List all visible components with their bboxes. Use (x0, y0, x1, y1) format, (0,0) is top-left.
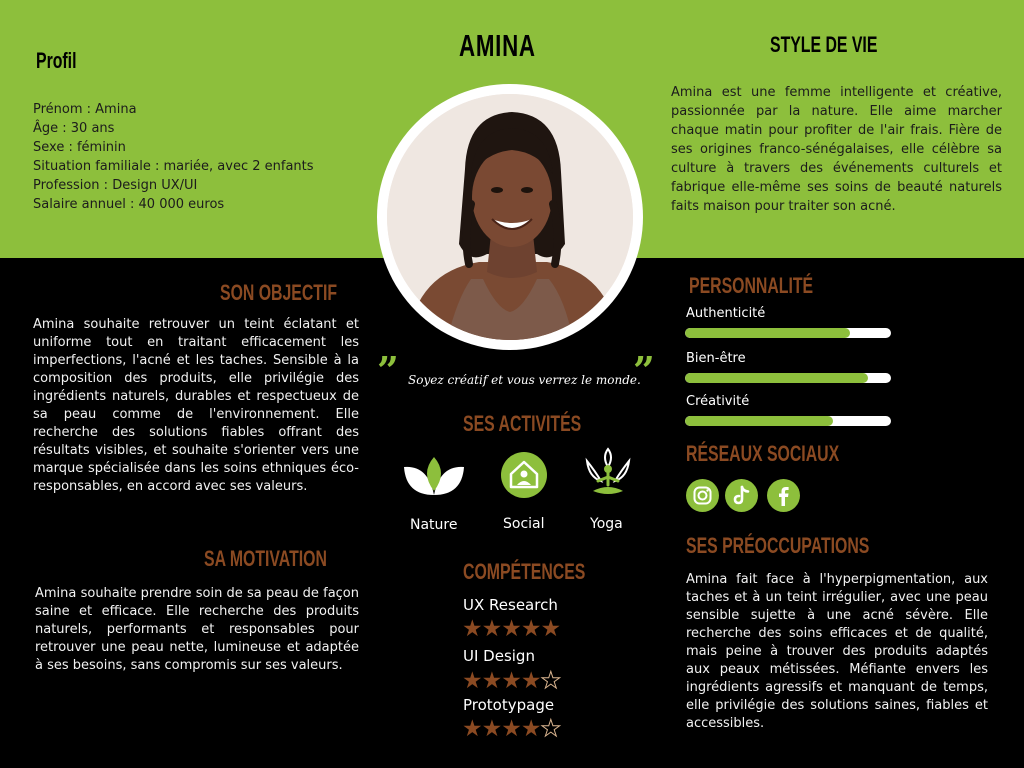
profile-photo-frame (377, 84, 643, 350)
activities-heading: SES ACTIVITÉS (463, 411, 582, 436)
activity-label: Nature (410, 517, 458, 533)
star-filled-icon: ★ (462, 616, 482, 642)
star-filled-icon: ★ (520, 668, 541, 694)
star-filled-icon: ★ (481, 716, 502, 742)
star-filled-icon: ★ (501, 616, 521, 642)
trait-bar (685, 416, 891, 426)
star-filled-icon: ★ (520, 716, 541, 742)
trait-bar (685, 373, 891, 383)
personality-heading: PERSONNALITÉ (689, 273, 814, 298)
lifestyle-text: Amina est une femme intelligente et créative, passionnée par la nature. Elle aime marcher chaque matin pour profiter de l'air frais. Fière de ses origines franco-sénégalaises, elle célèbre sa culture à travers des événements culturels et fabrique elle-même ses soins de beauté naturels faits maison pour traiter son acné. (671, 85, 1002, 214)
star-filled-icon: ★ (501, 668, 521, 694)
star-filled-icon: ★ (540, 616, 561, 642)
trait-bar-fill (685, 328, 850, 338)
star-empty-icon: ★ (540, 668, 561, 694)
profile-line: Prénom : Amina (33, 102, 137, 117)
motivation-text: Amina souhaite prendre soin de sa peau de façon saine et efficace. Elle recherche des produits naturels, performants et responsables pour retrouver une peau nette, lumineuse et adaptée à ses besoins, sans compromis sur ses valeurs. (35, 586, 359, 673)
skill-rating-stars (462, 618, 560, 641)
skill-label: Prototypage (463, 696, 555, 714)
home-person-icon (501, 452, 547, 498)
star-filled-icon: ★ (501, 716, 521, 742)
skill-label: UI Design (463, 647, 535, 665)
facebook-icon[interactable] (767, 479, 800, 512)
yoga-lotus-icon (583, 447, 633, 499)
profile-photo (387, 94, 633, 340)
concerns-text: Amina fait face à l'hyperpigmentation, aux taches et à un teint irrégulier, avec une peau sensible sujette à une acné sévère. Elle recherche des soins efficaces et de qualité, mais peine à trouver des produits adaptés aux peaux métissées. Méfiante envers les ingrédients agressifs et manquant de temps, elle privilégie des solutions saines, fiables et accessibles. (686, 572, 988, 731)
star-filled-icon: ★ (481, 668, 502, 694)
trait-label: Créativité (686, 394, 750, 409)
trait-label: Bien-être (686, 351, 746, 366)
profile-list (33, 100, 314, 214)
trait-bar-fill (685, 373, 868, 383)
profile-line: Âge : 30 ans (33, 121, 115, 136)
trait-label: Authenticité (686, 306, 766, 321)
leaves-icon (404, 455, 464, 495)
activity-label: Social (503, 516, 545, 532)
concerns-heading: SES PRÉOCCUPATIONS (686, 533, 870, 558)
profile-line: Profession : Design UX/UI (33, 178, 198, 193)
skills-heading: COMPÉTENCES (463, 559, 586, 584)
star-filled-icon: ★ (520, 616, 541, 642)
star-filled-icon: ★ (462, 668, 482, 694)
close-quote-icon: ” (633, 348, 655, 393)
instagram-icon[interactable] (686, 479, 719, 512)
skill-rating-stars (462, 718, 560, 741)
objective-text: Amina souhaite retrouver un teint éclatant et uniforme tout en traitant efficacement les imperfections, l'acné et les taches. Sensible à la composition des produits, elle privilégie des ingrédients naturels, durables et respectueux de sa peau comme de l'environnement. Elle recherche des solutions fiables offrant des résultats visibles, et souhaite s'orienter vers une marque spécialisée dans les soins ethniques éco-responsables, en accord avec ses valeurs. (33, 317, 359, 494)
skill-rating-stars (462, 670, 560, 693)
star-empty-icon: ★ (540, 716, 561, 742)
open-quote-icon: ” (377, 348, 399, 393)
persona-name: AMINA (459, 28, 536, 63)
objective-heading: SON OBJECTIF (220, 280, 338, 305)
activity-label: Yoga (590, 516, 623, 532)
star-filled-icon: ★ (481, 616, 502, 642)
trait-bar-fill (685, 416, 833, 426)
lifestyle-heading: STYLE DE VIE (770, 32, 878, 57)
skill-label: UX Research (463, 596, 558, 614)
tiktok-icon[interactable] (725, 479, 758, 512)
profile-heading: Profil (36, 48, 77, 73)
quote-text: Soyez créatif et vous verrez le monde. (408, 373, 641, 387)
profile-line: Salaire annuel : 40 000 euros (33, 197, 225, 212)
star-filled-icon: ★ (462, 716, 482, 742)
social-heading: RÉSEAUX SOCIAUX (686, 441, 840, 466)
profile-line: Sexe : féminin (33, 140, 126, 155)
motivation-heading: SA MOTIVATION (204, 546, 327, 571)
trait-bar (685, 328, 891, 338)
profile-line: Situation familiale : mariée, avec 2 enfants (33, 159, 314, 174)
